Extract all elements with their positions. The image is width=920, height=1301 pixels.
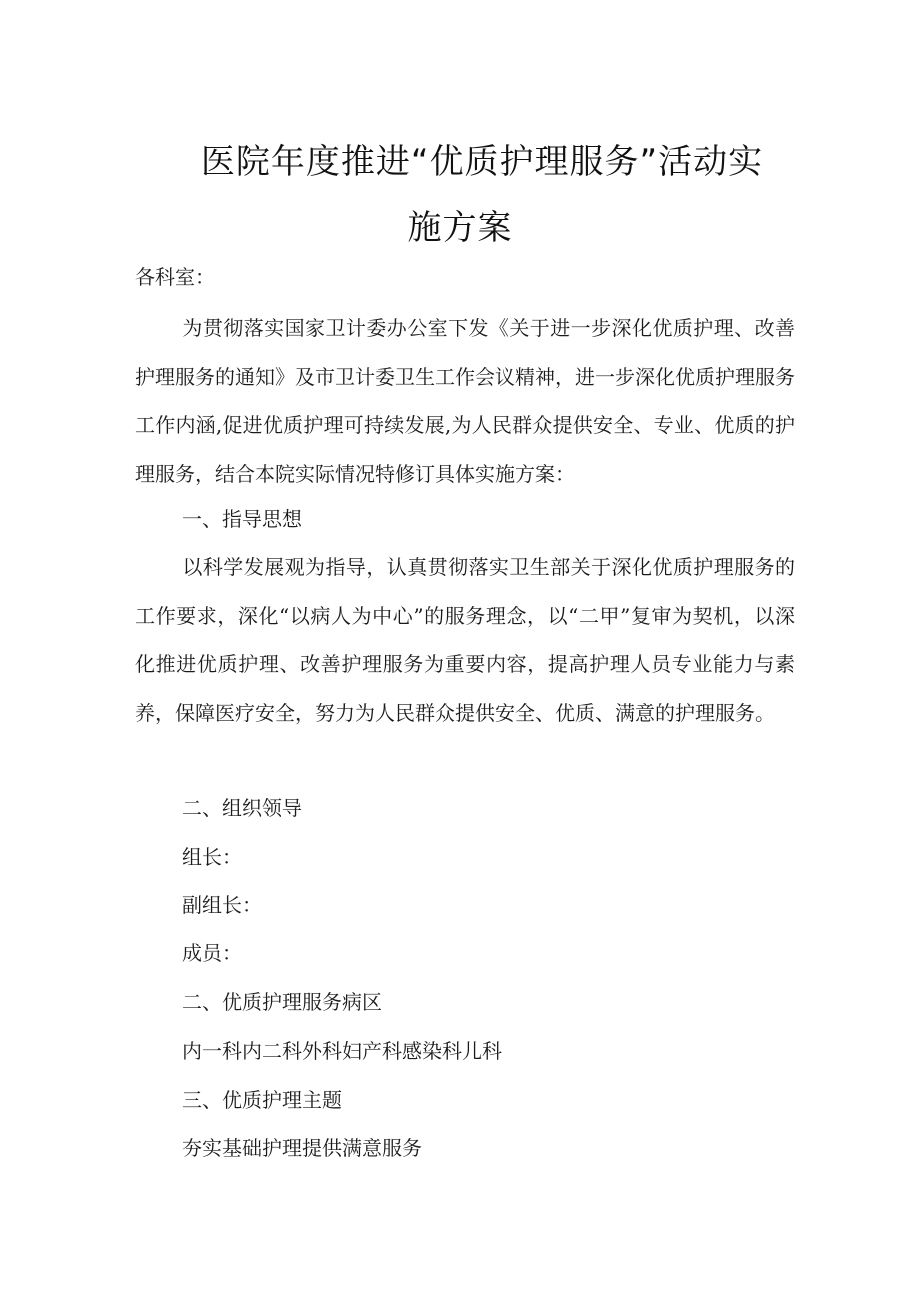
- section-heading-wards: 二、优质护理服务病区: [182, 990, 382, 1014]
- deputy-leader-label: 副组长：: [182, 893, 262, 917]
- guiding-ideology-paragraph: [135, 543, 795, 738]
- leader-label: 组长：: [182, 845, 242, 869]
- intro-paragraph-text: 为贯彻落实国家卫计委办公室下发《关于进一步深化优质护理、改善护理服务的通知》及市卫计委卫生工作会议精神，进一步深化优质护理服务工作内涵,促进优质护理可持续发展,为人民群众提供安全、专业、优质的护理服务，结合本院实际情况特修订具体实施方案：: [135, 316, 795, 487]
- theme-text: 夯实基础护理提供满意服务: [182, 1136, 422, 1160]
- section-heading-theme: 三、优质护理主题: [182, 1088, 342, 1112]
- document-title-line-1: 医院年度推进“优质护理服务”活动实: [200, 142, 764, 182]
- section-heading-organization: 二、组织领导: [182, 796, 302, 820]
- salutation: 各科室：: [135, 265, 215, 289]
- wards-list: 内一科内二科外科妇产科感染科儿科: [182, 1039, 502, 1063]
- section-heading-guiding-ideology: 一、指导思想: [182, 507, 302, 531]
- members-label: 成员：: [182, 941, 242, 965]
- document-title-line-2: 施方案: [407, 208, 513, 248]
- intro-paragraph: [135, 304, 795, 499]
- guiding-ideology-paragraph-text: 以科学发展观为指导，认真贯彻落实卫生部关于深化优质护理服务的工作要求，深化“以病人为中心”的服务理念，以“二甲”复审为契机，以深化推进优质护理、改善护理服务为重要内容，提高护理人员专业能力与素养，保障医疗安全，努力为人民群众提供安全、优质、满意的护理服务。: [135, 555, 795, 726]
